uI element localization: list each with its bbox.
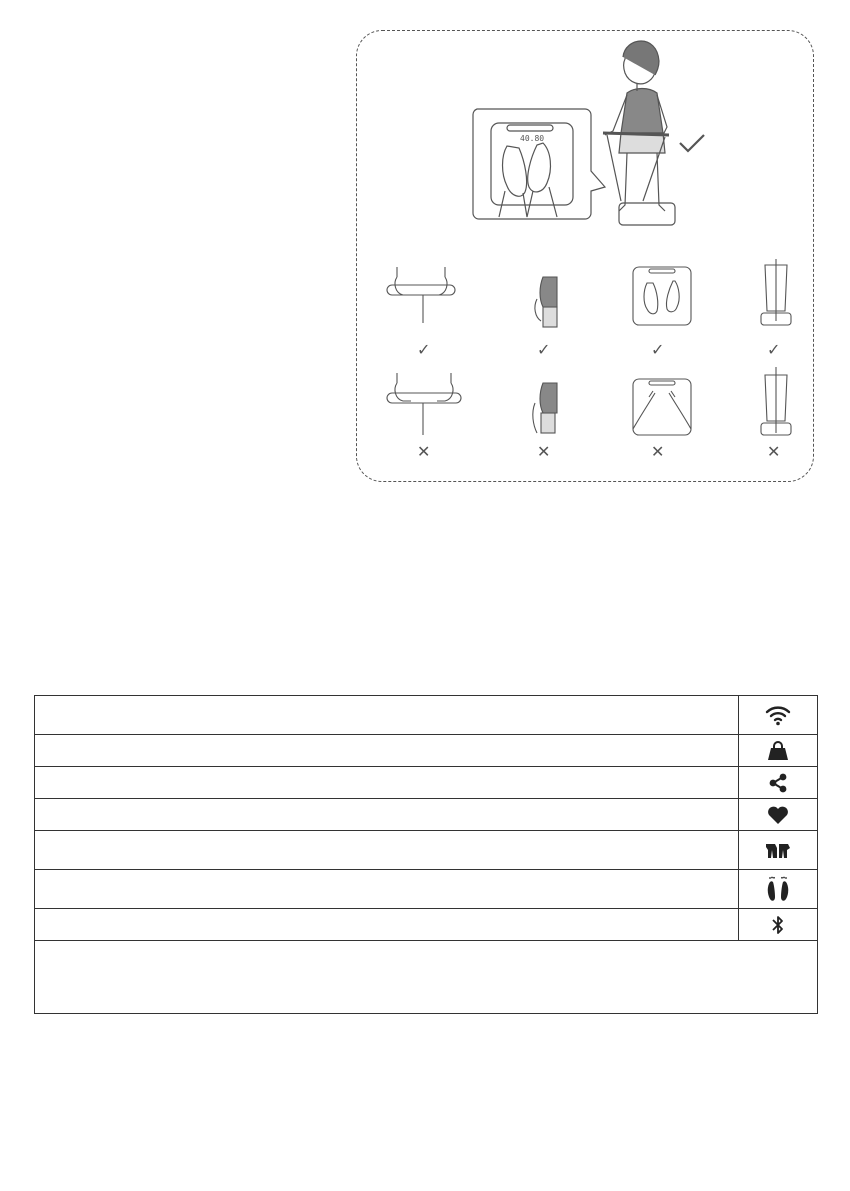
legend-note-row	[35, 941, 818, 1014]
legend-row-text	[35, 696, 739, 735]
wifi-icon	[765, 704, 791, 726]
measurement-posture-figure	[356, 30, 814, 482]
woman-on-scale	[603, 41, 675, 225]
legend-row-text	[35, 767, 739, 799]
footprints-icon	[765, 876, 791, 902]
wrong-mark-4: ✕	[767, 444, 781, 461]
correct-mark-2: ✓	[537, 342, 551, 359]
wrong-mark-1: ✕	[417, 444, 431, 461]
thumb-correct-feet-on-scale	[633, 267, 691, 325]
feet-on-scale-inset	[473, 109, 605, 219]
thumb-wrong-handle-grip	[387, 373, 461, 435]
heart-icon	[767, 805, 789, 825]
thumb-wrong-feet-on-scale	[633, 379, 691, 435]
wrong-mark-2: ✕	[537, 444, 551, 461]
legend-row-text	[35, 799, 739, 831]
thumb-correct-arm-position	[535, 277, 557, 327]
legend-row-text	[35, 831, 739, 870]
icon-legend-table	[34, 695, 818, 1014]
legend-row	[35, 831, 818, 870]
correct-mark-4: ✓	[767, 342, 781, 359]
thumb-wrong-arm-position	[533, 383, 557, 433]
legend-row-text	[35, 909, 739, 941]
inset-weight-readout: 40.80	[520, 134, 545, 143]
wrong-mark-3: ✕	[651, 444, 665, 461]
legend-row	[35, 909, 818, 941]
legend-row-text	[35, 870, 739, 909]
legend-row	[35, 870, 818, 909]
thumb-correct-handle-grip	[387, 267, 455, 323]
share-icon	[768, 773, 788, 793]
body-segments-icon	[765, 840, 791, 860]
thumb-correct-standing-legs	[761, 259, 791, 325]
legend-note	[35, 941, 818, 1014]
posture-illustration	[357, 31, 815, 483]
correct-mark-3: ✓	[651, 342, 665, 359]
bluetooth-icon	[771, 915, 785, 935]
shopping-bag-icon	[767, 741, 789, 761]
legend-row	[35, 799, 818, 831]
legend-row-text	[35, 735, 739, 767]
thumb-wrong-standing-legs	[761, 367, 791, 435]
main-correct-check-icon	[680, 135, 704, 151]
legend-row	[35, 696, 818, 735]
legend-row	[35, 767, 818, 799]
legend-row	[35, 735, 818, 767]
correct-mark-1: ✓	[417, 342, 431, 359]
